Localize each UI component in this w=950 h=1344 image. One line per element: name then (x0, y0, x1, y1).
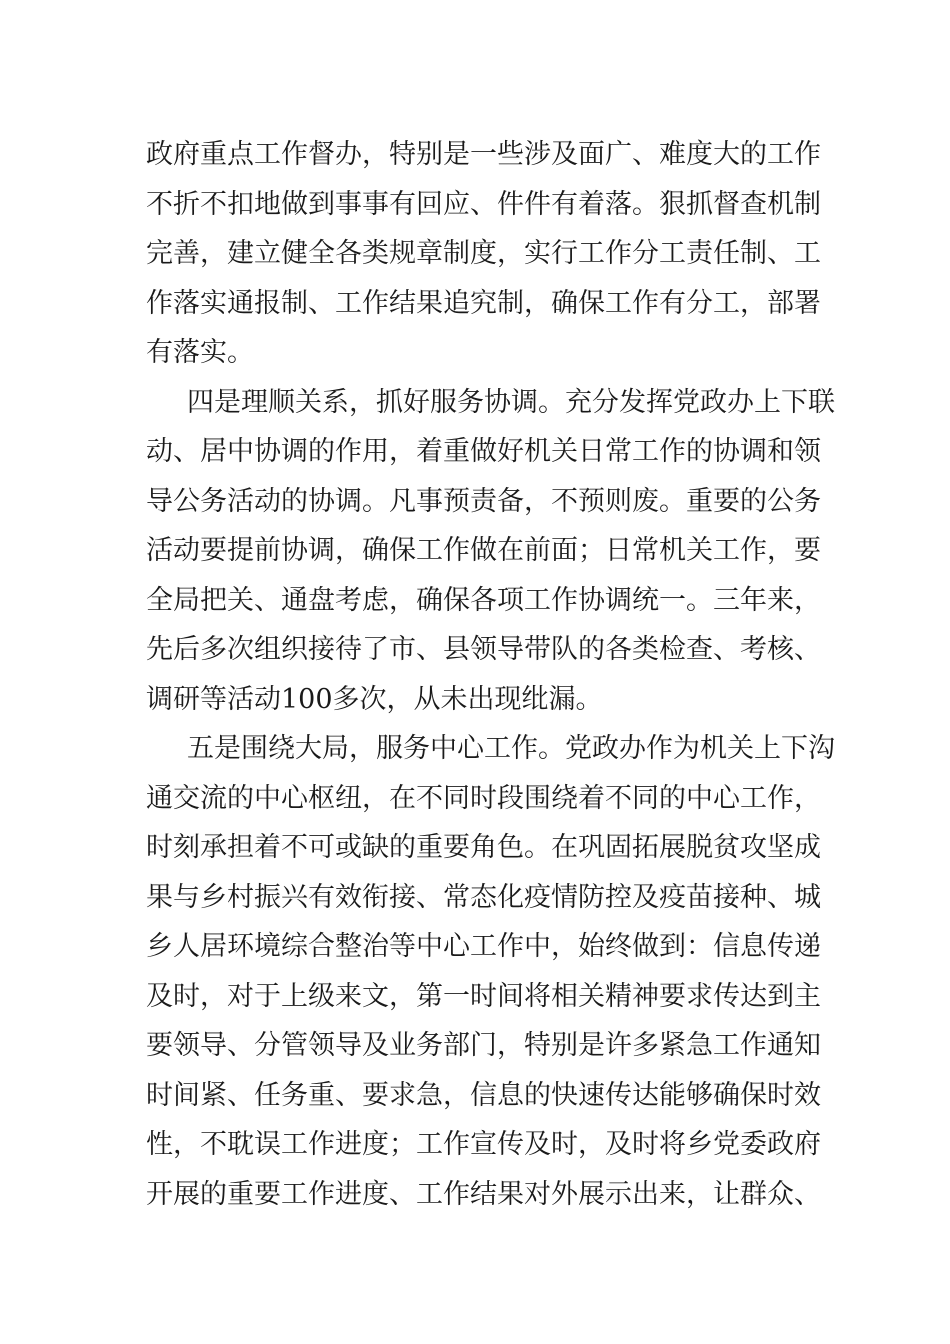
body-text (146, 130, 835, 1219)
text-line: 要领导、分管领导及业务部门，特别是许多紧急工作通知 (146, 1030, 821, 1061)
text-line: 通交流的中心枢纽，在不同时段围绕着不同的中心工作， (146, 782, 821, 814)
text-line: 及时，对于上级来文，第一时间将相关精神要求传达到主 (146, 980, 821, 1012)
text-line: 全局把关、通盘考虑，确保各项工作协调统一。三年来， (146, 584, 821, 616)
text-line: 时间紧、任务重、要求急，信息的快速传达能够确保时效 (146, 1079, 821, 1111)
text-line: 开展的重要工作进度、工作结果对外展示出来，让群众、 (146, 1178, 821, 1210)
text-line: 乡人居环境综合整治等中心工作中，始终做到：信息传递 (146, 931, 821, 962)
text-line: 政府重点工作督办，特别是一些涉及面广、难度大的工作 (146, 139, 821, 170)
text-line: 调研等活动100多次，从未出现纰漏。 (146, 683, 603, 715)
paragraph-start-line: 四是理顺关系，抓好服务协调。充分发挥党政办上下联 (187, 386, 835, 418)
text-line: 动、居中协调的作用，着重做好机关日常工作的协调和领 (146, 436, 821, 467)
text-line: 性，不耽误工作进度；工作宣传及时，及时将乡党委政府 (146, 1129, 821, 1160)
paragraph-start-line: 五是围绕大局，服务中心工作。党政办作为机关上下沟 (187, 733, 835, 764)
text-line: 活动要提前协调，确保工作做在前面；日常机关工作，要 (146, 535, 821, 566)
text-line: 时刻承担着不可或缺的重要角色。在巩固拓展脱贫攻坚成 (146, 832, 821, 863)
text-line: 不折不扣地做到事事有回应、件件有着落。狠抓督查机制 (146, 188, 821, 220)
text-line: 作落实通报制、工作结果追究制，确保工作有分工，部署 (146, 287, 821, 319)
text-line: 导公务活动的协调。凡事预责备，不预则废。重要的公务 (146, 485, 821, 517)
text-line: 先后多次组织接待了市、县领导带队的各类检查、考核、 (146, 634, 821, 665)
text-line: 完善，建立健全各类规章制度，实行工作分工责任制、工 (146, 238, 821, 269)
text-line: 有落实。 (146, 337, 254, 368)
text-line: 果与乡村振兴有效衔接、常态化疫情防控及疫苗接种、城 (146, 881, 821, 913)
